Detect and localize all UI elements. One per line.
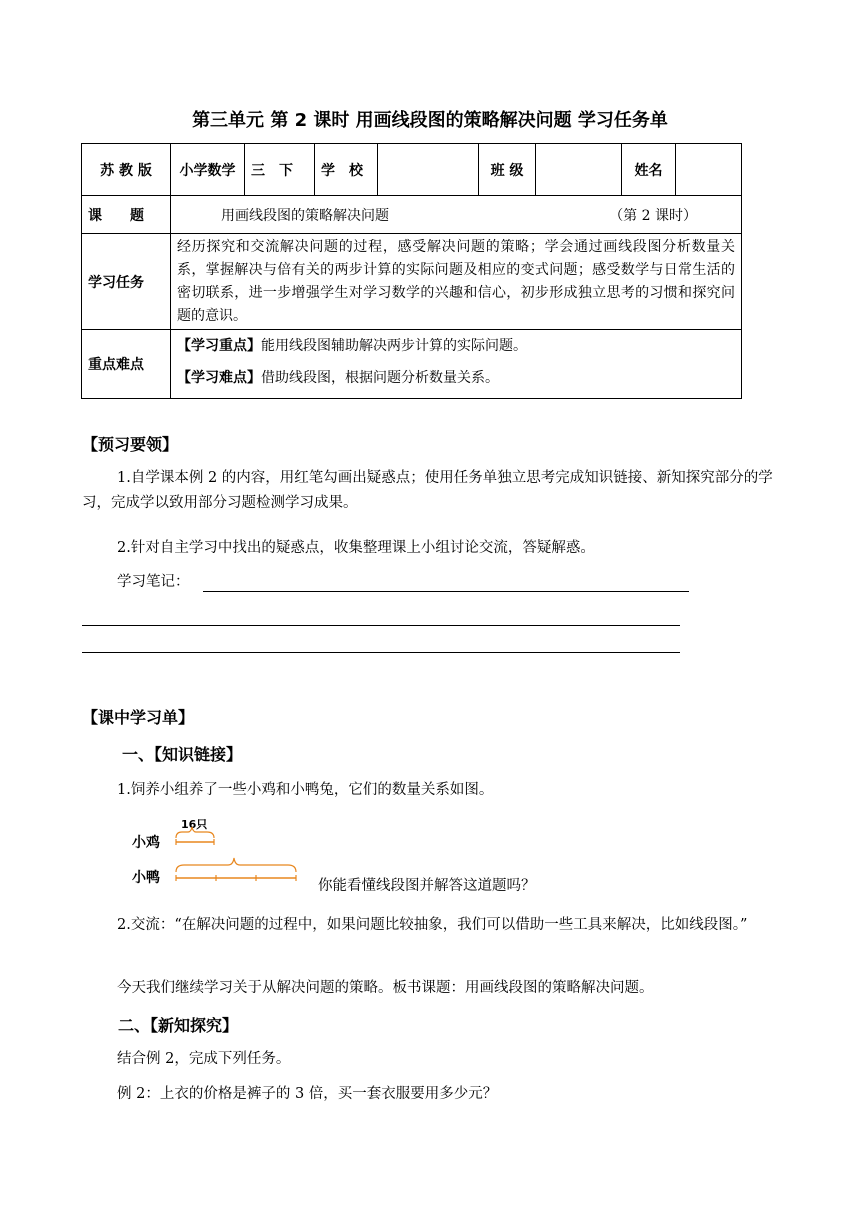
- topic-value: 用画线段图的策略解决问题: [221, 207, 389, 224]
- page-title: 第三单元 第 2 课时 用画线段图的策略解决问题 学习任务单: [192, 110, 668, 131]
- notes-line-2: [82, 625, 680, 626]
- name-value: [676, 144, 742, 196]
- difficulty-text: 借助线段图，根据问题分析数量关系。: [261, 370, 499, 386]
- line-segment-diagram: [132, 812, 312, 888]
- name-label: 姓名: [622, 144, 676, 196]
- preview-heading: 【预习要领】: [82, 435, 179, 454]
- notes-line-1: [203, 591, 689, 592]
- class-label: 班 级: [479, 144, 536, 196]
- example-text: 例 2：上衣的价格是裤子的 3 倍，买一套衣服要用多少元？: [117, 1086, 498, 1102]
- chick-label: 小鸡: [132, 835, 160, 851]
- task-label: 学习任务: [82, 234, 171, 330]
- section2-heading: 二、【新知探究】: [118, 1016, 239, 1035]
- edition-cell: 苏 教 版: [82, 144, 171, 196]
- key-point-tag: 【学习重点】: [177, 338, 261, 354]
- q1-ask: 你能看懂线段图并解答这道题吗？: [318, 878, 536, 894]
- grade-cell: 三 下: [245, 144, 315, 196]
- notes-label: 学习笔记：: [117, 574, 190, 590]
- subject-cell: 小学数学: [171, 144, 245, 196]
- info-table: [81, 143, 742, 399]
- section1-heading: 一、【知识链接】: [122, 745, 243, 764]
- in-class-heading: 【课中学习单】: [82, 708, 195, 727]
- duck-brace: [176, 858, 296, 872]
- q2-text: 2.交流：“在解决问题的过程中，如果问题比较抽象，我们可以借助一些工具来解决，比如线段图。”: [117, 917, 748, 933]
- preview-item2: 2.针对自主学习中找出的疑惑点，收集整理课上小组讨论交流，答疑解惑。: [117, 540, 595, 556]
- topic-label: 课 题: [82, 196, 171, 234]
- count-label: 16只: [181, 818, 208, 831]
- class-value: [536, 144, 622, 196]
- preview-item1: 1.自学课本例 2 的内容，用红笔勾画出疑惑点；使用任务单独立思考完成知识链接、新知探究部分的学习，完成学以致用部分习题检测学习成果。: [82, 470, 773, 511]
- school-label: 学 校: [315, 144, 378, 196]
- difficulty-tag: 【学习难点】: [177, 370, 261, 386]
- chick-brace: [176, 827, 214, 838]
- topic-cell: [171, 196, 742, 234]
- task-text: 经历探究和交流解决问题的过程，感受解决问题的策略；学会通过画线段图分析数量关系，掌握解决与倍有关的两步计算的实际问题及相应的变式问题；感受数学与日常生活的密切联系，进一步增强学生对学习数学的兴趣和信心，初步形成独立思考的习惯和探究问题的意识。: [171, 234, 742, 330]
- duck-label: 小鸭: [132, 870, 160, 886]
- notes-line-3: [82, 652, 680, 653]
- school-value: [378, 144, 479, 196]
- today-text: 今天我们继续学习关于从解决问题的策略。板书课题：用画线段图的策略解决问题。: [117, 980, 654, 996]
- q1-text: 1.饲养小组养了一些小鸡和小鸭兔，它们的数量关系如图。: [117, 782, 494, 798]
- key-point-text: 能用线段图辅助解决两步计算的实际问题。: [261, 338, 527, 354]
- key-cell: [171, 330, 742, 399]
- task-intro: 结合例 2，完成下列任务。: [117, 1051, 291, 1067]
- period-value: （第 2 课时）: [609, 207, 697, 224]
- key-label: 重点难点: [82, 330, 171, 399]
